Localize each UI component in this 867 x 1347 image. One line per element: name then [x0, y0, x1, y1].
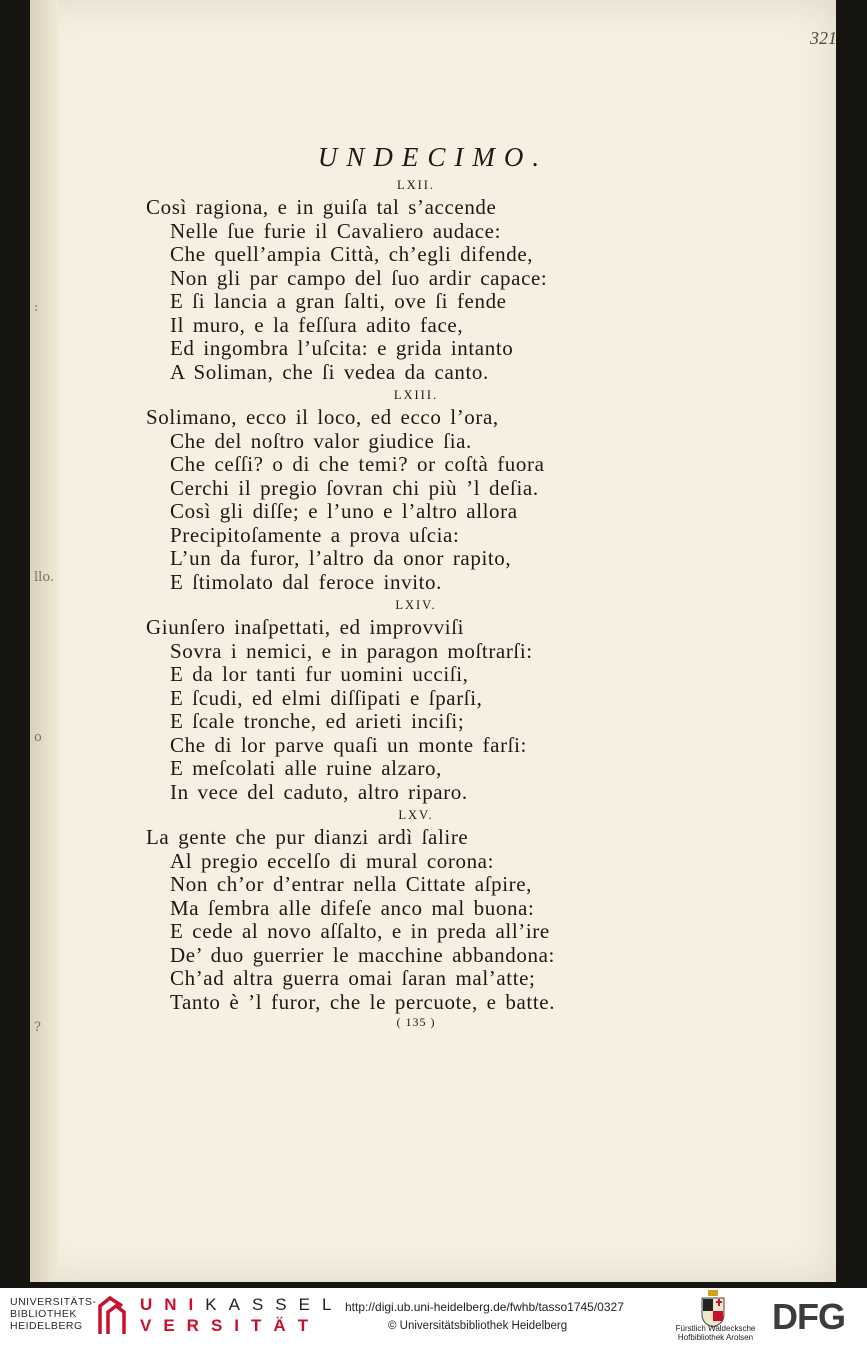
- page-number: ( 135 ): [396, 1015, 436, 1029]
- verse-line: Che del noſtro valor giudice ſia.: [170, 428, 472, 453]
- verse-line: Che quell’ampia Città, ch’egli difende,: [170, 242, 534, 266]
- verse-line: Sovra i nemici, e in paragon moſtrarſi:: [170, 638, 533, 663]
- verse-line: Non gli par campo del ſuo ardir capace:: [170, 265, 548, 290]
- verse-line: Solimano, ecco il loco, ed ecco l’ora,: [146, 405, 499, 429]
- verse-line: Precipitoſamente a prova uſcia:: [170, 522, 460, 547]
- kassel-logo-row-2: VERSITÄT: [140, 1316, 321, 1335]
- facing-page-edge: : llo. o ?: [30, 0, 58, 1282]
- dfg-logo[interactable]: DFG: [772, 1296, 845, 1337]
- stanza-number: LXII.: [396, 178, 436, 192]
- poem-text: [146, 174, 666, 1030]
- verse-line: Tanto è ’l furor, che le percuote, e batte.: [170, 989, 556, 1014]
- stanza-number: LXIII.: [393, 388, 439, 402]
- arolsen-line: Fürstlich Waldecksche: [675, 1324, 756, 1333]
- folio-number: 321: [810, 28, 837, 48]
- kassel-university-logo[interactable]: [140, 1294, 343, 1336]
- verse-line: E ſtimolato dal feroce invito.: [170, 569, 443, 594]
- ub-logo-line: BIBLIOTHEK: [10, 1308, 77, 1320]
- verse-line: La gente che pur dianzi ardì ſalire: [146, 825, 469, 849]
- book-page: [30, 0, 836, 1282]
- verse-line: Nelle ſue furie il Cavaliero audace:: [170, 218, 502, 243]
- ub-logo-line: UNIVERSITÄTS-: [10, 1296, 97, 1308]
- verse-line: E cede al novo aſſalto, e in preda all’ire: [170, 919, 550, 943]
- stanza-number: LXV.: [398, 808, 434, 822]
- verse-line: De’ duo guerrier le macchine abbandona:: [170, 942, 555, 967]
- verse-line: Ch’ad altra guerra omai ſaran mal’atte;: [170, 966, 536, 990]
- verse-line: Il muro, e la feſſura adito face,: [170, 312, 464, 337]
- verse-line: A Soliman, che ſi vedea da canto.: [170, 359, 489, 384]
- verse-line: Ed ingombra l’uſcita: e grida intanto: [170, 336, 514, 360]
- verse-line: E meſcolati alle ruine alzaro,: [170, 756, 442, 780]
- verse-line: L’un da furor, l’altro da onor rapito,: [170, 546, 512, 570]
- verse-line: E ſcudi, ed elmi diſſipati e ſparſi,: [170, 685, 483, 710]
- verse-line: Che di lor parve quaſi un monte farſi:: [170, 732, 527, 757]
- verse-line: Ma ſembra alle difeſe anco mal buona:: [170, 895, 535, 920]
- document-url-link[interactable]: http://digi.ub.uni-heidelberg.de/fwhb/tasso1745/0327: [345, 1300, 624, 1314]
- kassel-logo-row-1: UNIKASSEL: [140, 1295, 344, 1314]
- stanza-number: LXIV.: [395, 598, 437, 612]
- verse-line: E ſcale tronche, ed arieti inciſi;: [170, 709, 465, 733]
- verse-line: Giunſero inaſpettati, ed improvviſi: [146, 615, 465, 639]
- viewer-footer: [0, 1288, 867, 1347]
- ub-logo-line: HEIDELBERG: [10, 1320, 83, 1332]
- verse-line: E da lor tanti fur uomini ucciſi,: [170, 662, 469, 686]
- verse-line: Così gli diſſe; e l’uno e l’altro allora: [170, 499, 518, 523]
- arolsen-line: Hofbibliothek Arolsen: [677, 1333, 754, 1342]
- verse-line: In vece del caduto, altro riparo.: [170, 779, 468, 804]
- verse-line: Così ragiona, e in guiſa tal s’accende: [146, 195, 497, 219]
- verse-line: E ſi lancia a gran ſalti, ove ſi fende: [170, 289, 507, 313]
- copyright-notice: © Universitätsbibliothek Heidelberg: [388, 1320, 568, 1332]
- arolsen-library-label: [668, 1324, 763, 1342]
- verse-line: Non ch’or d’entrar nella Cittate aſpire,: [170, 872, 533, 896]
- kassel-logo-icon: [96, 1296, 126, 1336]
- arolsen-crest-icon: [700, 1290, 726, 1328]
- verse-line: Che ceſſi? o di che temi? or coſtà fuora: [170, 452, 545, 476]
- verse-line: Al pregio eccelſo di mural corona:: [170, 848, 495, 873]
- running-head: UNDECIMO.: [317, 142, 549, 172]
- heidelberg-library-logo[interactable]: [10, 1296, 102, 1332]
- verse-line: Cerchi il pregio ſovran chi più ’l deſia.: [170, 475, 539, 500]
